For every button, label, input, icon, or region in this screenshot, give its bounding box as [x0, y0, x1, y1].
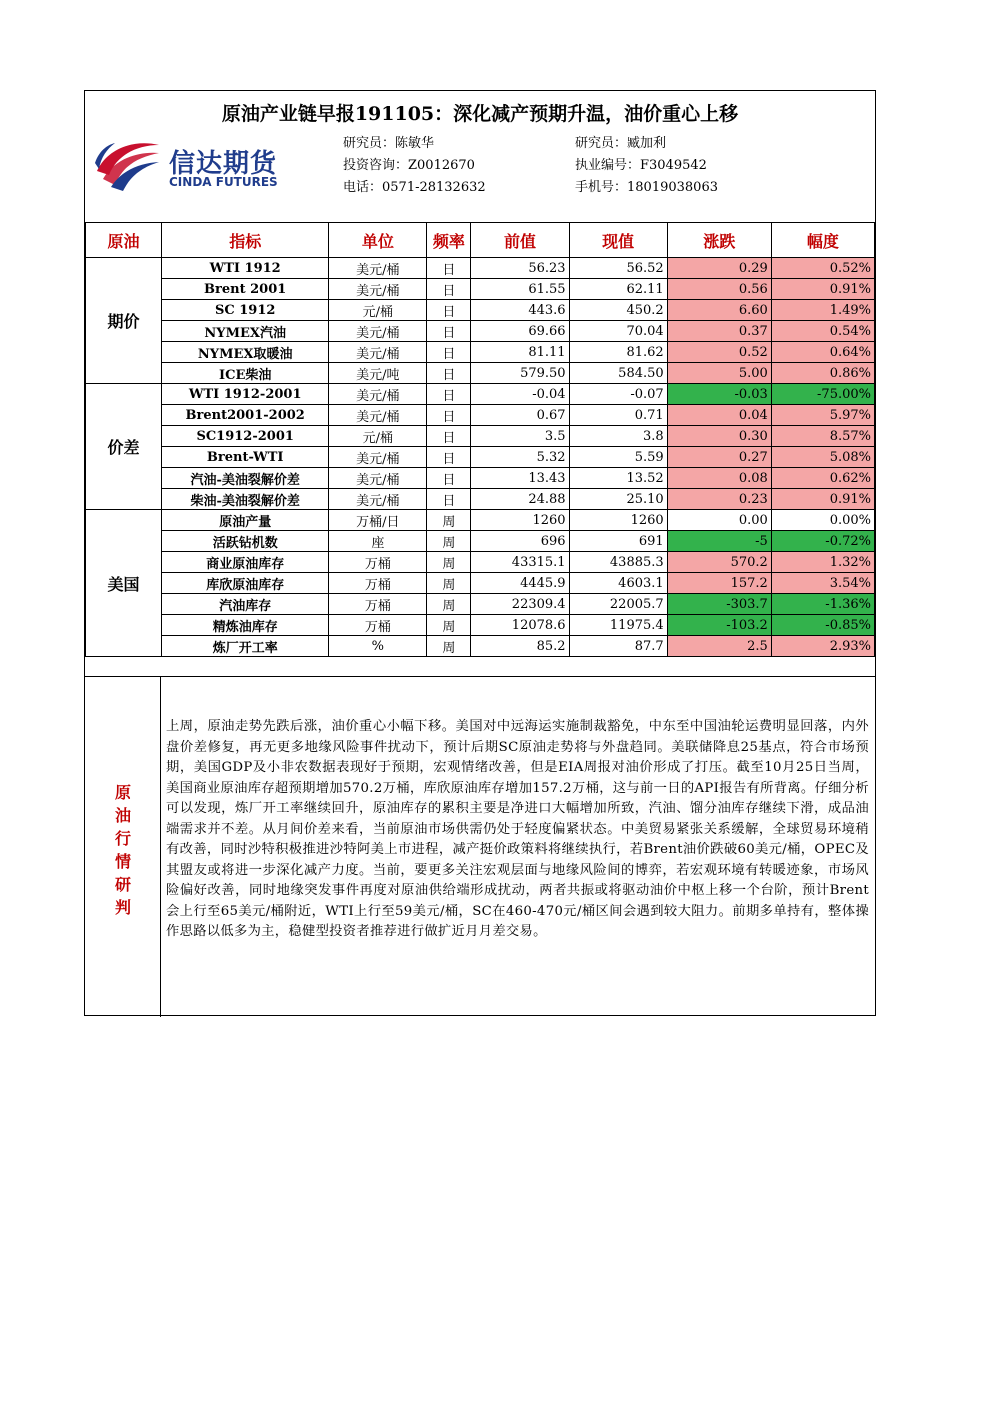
table-row: [86, 552, 875, 573]
frequency-cell: 周: [427, 615, 471, 636]
indicator-name-cell: ICE柴油: [162, 363, 329, 384]
percent-cell: 0.54%: [771, 321, 874, 342]
table-row: [86, 510, 875, 531]
contact-right: [575, 133, 718, 199]
frequency-cell: 日: [427, 426, 471, 447]
indicator-name-cell: 活跃钻机数: [162, 531, 329, 552]
previous-value-cell: 81.11: [471, 342, 569, 363]
consult-number: 投资咨询：Z0012670: [343, 158, 475, 173]
percent-cell: 5.97%: [771, 405, 874, 426]
indicator-name-cell: Brent2001-2002: [162, 405, 329, 426]
indicator-name-cell: NYMEX汽油: [162, 321, 329, 342]
indicator-name-cell: SC1912-2001: [162, 426, 329, 447]
change-cell: 157.2: [667, 573, 771, 594]
change-cell: -303.7: [667, 594, 771, 615]
percent-cell: 0.91%: [771, 489, 874, 510]
indicator-name-cell: NYMEX取暖油: [162, 342, 329, 363]
unit-cell: 万桶: [329, 552, 427, 573]
indicator-name-cell: SC 1912: [162, 300, 329, 321]
unit-cell: 万桶: [329, 594, 427, 615]
header-frequency: 频率: [427, 223, 471, 258]
category-cell: 价差: [86, 384, 162, 510]
change-cell: -5: [667, 531, 771, 552]
license-number: 执业编号：F3049542: [575, 158, 707, 173]
contact-left: [343, 133, 486, 199]
frequency-cell: 日: [427, 468, 471, 489]
unit-cell: 美元/桶: [329, 405, 427, 426]
frequency-cell: 周: [427, 531, 471, 552]
change-cell: -103.2: [667, 615, 771, 636]
frequency-cell: 日: [427, 384, 471, 405]
frequency-cell: 周: [427, 594, 471, 615]
change-cell: 570.2: [667, 552, 771, 573]
unit-cell: 座: [329, 531, 427, 552]
category-cell: 美国: [86, 510, 162, 657]
previous-value-cell: 13.43: [471, 468, 569, 489]
percent-cell: 2.93%: [771, 636, 874, 657]
table-row: [86, 258, 875, 279]
previous-value-cell: 579.50: [471, 363, 569, 384]
report-frame: [84, 90, 876, 1016]
table-body: [86, 258, 875, 657]
previous-value-cell: 12078.6: [471, 615, 569, 636]
unit-cell: 元/桶: [329, 300, 427, 321]
table-row: [86, 468, 875, 489]
previous-value-cell: 22309.4: [471, 594, 569, 615]
table-row: [86, 300, 875, 321]
percent-cell: 0.64%: [771, 342, 874, 363]
current-value-cell: 25.10: [569, 489, 667, 510]
unit-cell: %: [329, 636, 427, 657]
previous-value-cell: 696: [471, 531, 569, 552]
indicator-name-cell: 商业原油库存: [162, 552, 329, 573]
current-value-cell: 4603.1: [569, 573, 667, 594]
mobile-number: 手机号：18019038063: [575, 180, 718, 195]
current-value-cell: 691: [569, 531, 667, 552]
table-row: [86, 363, 875, 384]
previous-value-cell: 56.23: [471, 258, 569, 279]
change-cell: 2.5: [667, 636, 771, 657]
previous-value-cell: 61.55: [471, 279, 569, 300]
table-row: [86, 594, 875, 615]
cinda-swoosh-icon: [93, 135, 163, 195]
header-percent: 幅度: [771, 223, 874, 258]
percent-cell: 0.62%: [771, 468, 874, 489]
percent-cell: 1.32%: [771, 552, 874, 573]
indicator-name-cell: 精炼油库存: [162, 615, 329, 636]
current-value-cell: 70.04: [569, 321, 667, 342]
unit-cell: 美元/桶: [329, 258, 427, 279]
change-cell: 0.30: [667, 426, 771, 447]
current-value-cell: 22005.7: [569, 594, 667, 615]
report-title: 原油产业链早报191105：深化减产预期升温，油价重心上移: [221, 103, 739, 125]
indicator-table: [85, 222, 875, 657]
table-row: [86, 384, 875, 405]
frequency-cell: 周: [427, 552, 471, 573]
header-change: 涨跌: [667, 223, 771, 258]
percent-cell: -0.85%: [771, 615, 874, 636]
table-row: [86, 342, 875, 363]
indicator-name-cell: 柴油-美油裂解价差: [162, 489, 329, 510]
change-cell: 0.29: [667, 258, 771, 279]
header-previous: 前值: [471, 223, 569, 258]
researcher-1: 研究员：陈敏华: [343, 136, 435, 151]
percent-cell: -1.36%: [771, 594, 874, 615]
cinda-logo: [93, 135, 283, 195]
change-cell: 0.04: [667, 405, 771, 426]
frequency-cell: 日: [427, 447, 471, 468]
header-current: 现值: [569, 223, 667, 258]
current-value-cell: 62.11: [569, 279, 667, 300]
previous-value-cell: 443.6: [471, 300, 569, 321]
table-row: [86, 426, 875, 447]
percent-cell: -0.72%: [771, 531, 874, 552]
previous-value-cell: 5.32: [471, 447, 569, 468]
unit-cell: 万桶: [329, 573, 427, 594]
table-row: [86, 279, 875, 300]
previous-value-cell: 85.2: [471, 636, 569, 657]
unit-cell: 万桶/日: [329, 510, 427, 531]
current-value-cell: 3.8: [569, 426, 667, 447]
frequency-cell: 日: [427, 258, 471, 279]
previous-value-cell: -0.04: [471, 384, 569, 405]
change-cell: 0.52: [667, 342, 771, 363]
percent-cell: 0.00%: [771, 510, 874, 531]
previous-value-cell: 43315.1: [471, 552, 569, 573]
table-row: [86, 636, 875, 657]
previous-value-cell: 4445.9: [471, 573, 569, 594]
judgement-label-cell: [85, 677, 161, 1017]
change-cell: 0.37: [667, 321, 771, 342]
frequency-cell: 周: [427, 636, 471, 657]
current-value-cell: 5.59: [569, 447, 667, 468]
table-row: [86, 615, 875, 636]
judgement-text: 上周，原油走势先跌后涨，油价重心小幅下移。美国对中远海运实施制裁豁免，中东至中国油轮运费明显回落，内外盘价差修复，再无更多地缘风险事件扰动下，预计后期SC原油走势将与外盘趋同。美联储降息25基点，符合市场预期，美国GDP及小非农数据表现好于预期，宏观情绪改善，但是EIA周报对油价形成了打压。截至10月25日当周，美国商业原油库存超预期增加570.2万桶，库欣原油库存增加157.2万桶，这与前一日的API报告有所背离。仔细分析可以发现，炼厂开工率继续回升，原油库存的累积主要是净进口大幅增加所致，汽油、馏分油库存继续下滑，成品油端需求并不差。从月间价差来看，当前原油市场供需仍处于轻度偏紧状态。中美贸易紧张关系缓解，全球贸易环境稍有改善，同时沙特积极推进沙特阿美上市进程，减产挺价政策料将继续执行，若Brent油价跌破60美元/桶，OPEC及其盟友或将进一步深化减产力度。当前，要更多关注宏观层面与地缘风险间的博弈，若宏观环境有转暖迹象，市场风险偏好改善，同时地缘突发事件再度对原油供给端形成扰动，两者共振或将驱动油价中枢上移一个台阶，预计Brent会上行至65美元/桶附近，WTI上行至59美元/桶，SC在460-470元/桶区间会遇到较大阻力。前期多单持有，整体操作思路以低多为主，稳健型投资者推荐进行做扩近月月差交易。: [166, 719, 869, 939]
header-indicator: 指标: [162, 223, 329, 258]
percent-cell: 0.91%: [771, 279, 874, 300]
indicator-name-cell: Brent 2001: [162, 279, 329, 300]
change-cell: 0.56: [667, 279, 771, 300]
change-cell: 5.00: [667, 363, 771, 384]
indicator-name-cell: 库欣原油库存: [162, 573, 329, 594]
previous-value-cell: 0.67: [471, 405, 569, 426]
indicator-name-cell: 炼厂开工率: [162, 636, 329, 657]
change-cell: -0.03: [667, 384, 771, 405]
indicator-name-cell: 原油产量: [162, 510, 329, 531]
frequency-cell: 日: [427, 405, 471, 426]
header-unit: 单位: [329, 223, 427, 258]
unit-cell: 美元/桶: [329, 384, 427, 405]
header-category: 原油: [86, 223, 162, 258]
frequency-cell: 周: [427, 510, 471, 531]
current-value-cell: 87.7: [569, 636, 667, 657]
researcher-2: 研究员：臧加利: [575, 136, 667, 151]
current-value-cell: -0.07: [569, 384, 667, 405]
percent-cell: 8.57%: [771, 426, 874, 447]
unit-cell: 美元/吨: [329, 363, 427, 384]
phone-number: 电话：0571-28132632: [343, 180, 486, 195]
table-row: [86, 489, 875, 510]
unit-cell: 美元/桶: [329, 321, 427, 342]
current-value-cell: 0.71: [569, 405, 667, 426]
previous-value-cell: 3.5: [471, 426, 569, 447]
change-cell: 0.23: [667, 489, 771, 510]
current-value-cell: 11975.4: [569, 615, 667, 636]
table-row: [86, 321, 875, 342]
percent-cell: -75.00%: [771, 384, 874, 405]
percent-cell: 3.54%: [771, 573, 874, 594]
current-value-cell: 81.62: [569, 342, 667, 363]
unit-cell: 元/桶: [329, 426, 427, 447]
frequency-cell: 日: [427, 342, 471, 363]
percent-cell: 0.52%: [771, 258, 874, 279]
percent-cell: 0.86%: [771, 363, 874, 384]
brand-name-en: CINDA FUTURES: [169, 175, 278, 189]
previous-value-cell: 1260: [471, 510, 569, 531]
current-value-cell: 13.52: [569, 468, 667, 489]
unit-cell: 美元/桶: [329, 489, 427, 510]
category-cell: 期价: [86, 258, 162, 384]
table-row: [86, 531, 875, 552]
table-row: [86, 447, 875, 468]
indicator-name-cell: Brent-WTI: [162, 447, 329, 468]
frequency-cell: 日: [427, 300, 471, 321]
brand-name-cn: 信达期货: [169, 149, 278, 179]
frequency-cell: 日: [427, 279, 471, 300]
current-value-cell: 1260: [569, 510, 667, 531]
change-cell: 6.60: [667, 300, 771, 321]
table-row: [86, 573, 875, 594]
current-value-cell: 450.2: [569, 300, 667, 321]
frequency-cell: 日: [427, 489, 471, 510]
unit-cell: 美元/桶: [329, 447, 427, 468]
unit-cell: 美元/桶: [329, 342, 427, 363]
unit-cell: 美元/桶: [329, 468, 427, 489]
table-row: [86, 405, 875, 426]
table-header-row: [86, 223, 875, 258]
percent-cell: 1.49%: [771, 300, 874, 321]
unit-cell: 美元/桶: [329, 279, 427, 300]
judgement-label: 原油行情研判: [114, 783, 131, 917]
indicator-name-cell: 汽油库存: [162, 594, 329, 615]
indicator-name-cell: 汽油-美油裂解价差: [162, 468, 329, 489]
change-cell: 0.00: [667, 510, 771, 531]
current-value-cell: 43885.3: [569, 552, 667, 573]
indicator-name-cell: WTI 1912: [162, 258, 329, 279]
frequency-cell: 日: [427, 363, 471, 384]
change-cell: 0.27: [667, 447, 771, 468]
frequency-cell: 周: [427, 573, 471, 594]
frequency-cell: 日: [427, 321, 471, 342]
current-value-cell: 56.52: [569, 258, 667, 279]
previous-value-cell: 69.66: [471, 321, 569, 342]
market-judgement: [85, 676, 875, 1017]
indicator-name-cell: WTI 1912-2001: [162, 384, 329, 405]
current-value-cell: 584.50: [569, 363, 667, 384]
unit-cell: 万桶: [329, 615, 427, 636]
percent-cell: 5.08%: [771, 447, 874, 468]
previous-value-cell: 24.88: [471, 489, 569, 510]
change-cell: 0.08: [667, 468, 771, 489]
